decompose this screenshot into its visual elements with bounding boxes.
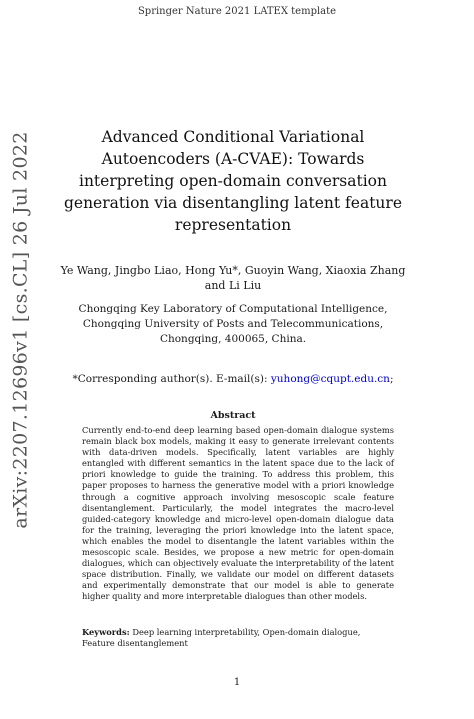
paper-title: Advanced Conditional Variational Autoencoders (A-CVAE): Towards interpreting open-domain conversation generation via disentangling latent feature representation [63,128,402,234]
arxiv-identifier-text: arXiv:2207.12696v1 [cs.CL] 26 Jul 2022 [10,131,32,529]
affiliation-line-2: Chongqing University of Posts and Telecommunications, [82,318,384,330]
corresponding-author-line [58,372,408,386]
keywords-line [82,627,394,649]
keywords-text: Deep learning interpretability, Open-domain dialogue, Feature disentanglement [82,627,361,648]
corresponding-suffix: ; [389,373,394,385]
page-number: 1 [233,677,241,688]
abstract-heading: Abstract [210,410,256,421]
author-list: Ye Wang, Jingbo Liao, Hong Yu*, Guoyin Wang, Xiaoxia Zhang and Li Liu [60,264,406,292]
email-link[interactable]: yuhong@cqupt.edu.cn [270,373,390,385]
affiliation-block [58,302,408,347]
corresponding-prefix: *Corresponding author(s). E-mail(s): [72,373,268,385]
affiliation-line-1: Chongqing Key Laboratory of Computational Intelligence, [78,303,388,315]
keywords-label: Keywords: [82,627,130,637]
abstract-body: Currently end-to-end deep learning based open-domain dialogue systems remain black box models, making it easy to generate irrelevant contents with data-driven models. Specifically, latent variables are highly entangled with different semantics in the latent space due to the lack of priori knowledge to guide the training. To address this problem, this paper proposes to harness the generative model with a priori knowledge through a cognitive approach involving mesoscopic scale feature disentanglement. Particularly, the model integrates the macro-level guided-category knowledge and micro-level open-domain dialogue data for the training, leveraging the priori knowledge into the latent space, which enables the model to disentangle the latent variables within the mesoscopic scale. Besides, we propose a new metric for open-domain dialogues, which can objectively evaluate the interpretability of the latent space distribution. Finally, we validate our model on different datasets and experimentally demonstrate that our model is able to generate higher quality and more interpretable dialogues than other models. [82,425,394,602]
arxiv-identifier-stamp [6,95,36,565]
running-title: Springer Nature 2021 LATEX template [137,6,337,17]
affiliation-line-3: Chongqing, 400065, China. [159,333,307,345]
running-header [0,6,474,17]
